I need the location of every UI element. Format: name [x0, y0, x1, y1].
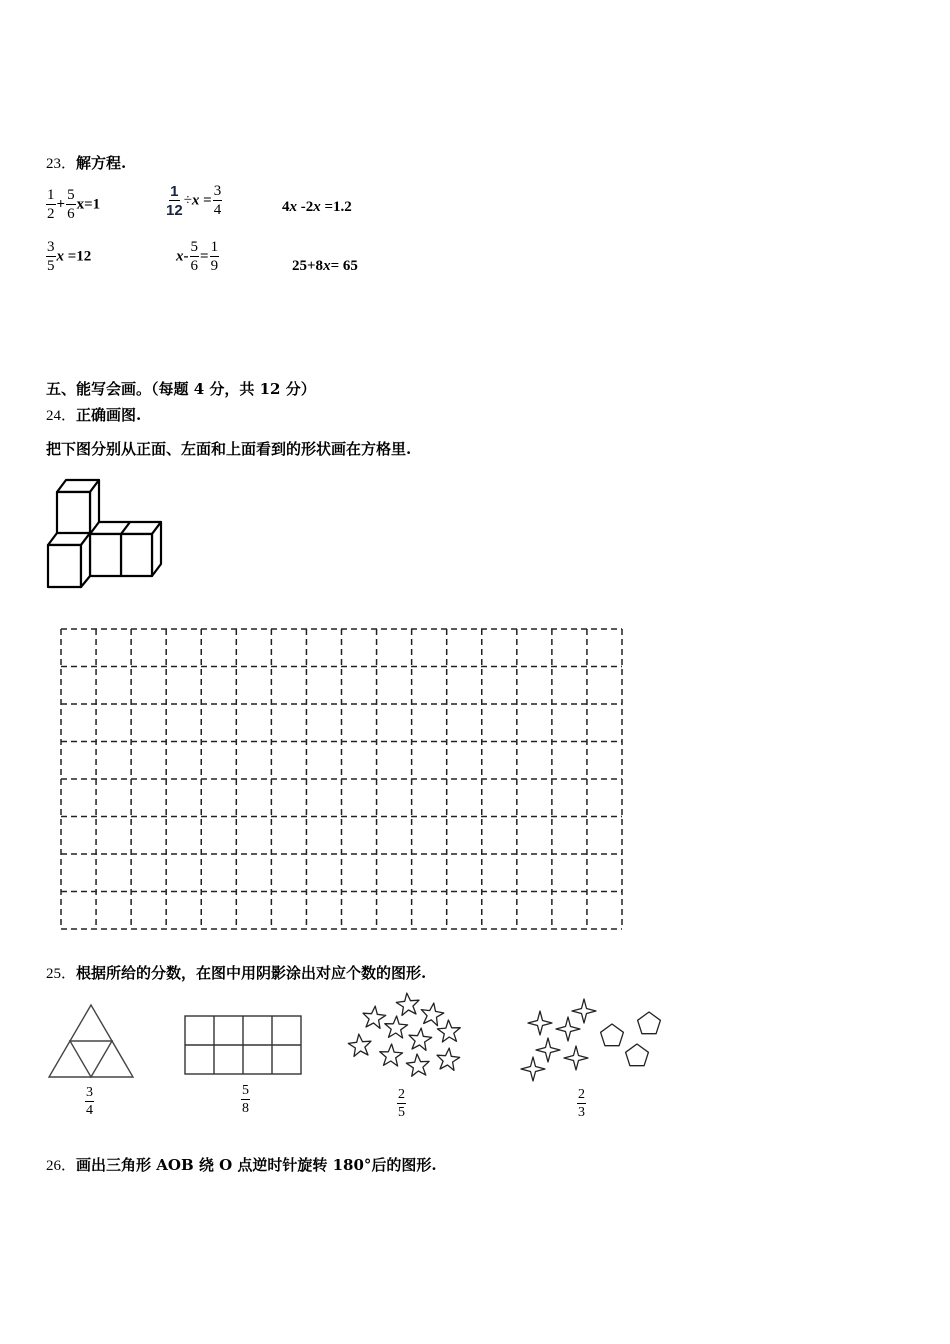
eq1-plus: +: [56, 196, 66, 213]
eq3-var-2: x: [313, 199, 321, 215]
pentagon-shape: [626, 1044, 649, 1066]
q26-title: 画出三角形 AOB 绕 O 点逆时针旋转 180°后的图形.: [76, 1156, 437, 1174]
star-shape: [396, 993, 419, 1015]
cube-stack-figure: [46, 478, 166, 590]
equation-4: [45, 240, 91, 274]
pentagon-shape: [601, 1024, 624, 1046]
eq4-var: x: [56, 248, 64, 265]
sparkle-shape: [572, 999, 596, 1023]
star-shape: [380, 1044, 403, 1066]
eq2-fraction-2: $\frac{3}{4}$: [213, 183, 222, 218]
q25-title: 根据所给的分数，在图中用阴影涂出对应个数的图形.: [76, 964, 427, 982]
q25-heading: [46, 962, 426, 983]
star-shape: [363, 1006, 386, 1028]
sparkle-shape: [556, 1017, 580, 1041]
star-shape: [348, 1034, 371, 1056]
section-5-title: 五、能写会画。（每题 4 分，共 12 分）: [46, 380, 316, 398]
sparkles-pentagons-figure: [518, 996, 664, 1080]
sparkle-shape: [528, 1011, 552, 1035]
star-shape: [437, 1048, 460, 1070]
q24-number: 24．: [46, 408, 77, 424]
q24-instruction: 把下图分别从正面、左面和上面看到的形状画在方格里.: [46, 440, 412, 458]
equation-1: [45, 188, 100, 222]
sparkle-shape: [564, 1046, 588, 1070]
answer-grid: [60, 628, 624, 930]
eq2-fraction-1: $\frac{1}{12}$: [166, 183, 183, 219]
eq5-fraction-2: $\frac{1}{9}$: [210, 239, 219, 274]
eq1-fraction-1: $\frac{1}{2}$: [47, 187, 55, 222]
q23-number: 23．: [46, 156, 77, 172]
equation-3: [282, 199, 352, 216]
eq5-minus: -: [183, 248, 189, 265]
eq6-part-a: 25+8: [292, 258, 324, 274]
star-shape: [385, 1016, 408, 1038]
eq3-part-b: -2: [297, 199, 314, 215]
eq1-rest: x=1: [76, 196, 101, 213]
eq5-fraction-1: $\frac{5}{6}$: [190, 239, 198, 274]
eq2-eqsign: =: [199, 192, 212, 209]
q23-heading: [46, 152, 126, 173]
star-shape: [421, 1003, 444, 1026]
eq6-var: x: [323, 258, 331, 274]
fraction-label-3: $\frac{2}{5}$: [398, 1087, 405, 1120]
eq3-part-c: =1.2: [320, 199, 352, 215]
star-shape: [406, 1054, 429, 1076]
stars-figure: [346, 992, 466, 1082]
eq6-part-b: = 65: [330, 258, 358, 274]
sparkle-shape: [521, 1057, 545, 1081]
eq2-var: x: [191, 192, 200, 209]
q23-title: 解方程.: [76, 154, 127, 172]
eq1-fraction-2: $\frac{5}{6}$: [67, 187, 75, 222]
pentagon-shape: [638, 1012, 661, 1034]
equation-2: [165, 184, 223, 218]
equation-6: [292, 258, 358, 275]
q24-title: 正确画图.: [76, 406, 142, 424]
eq2-divide: ÷: [183, 192, 192, 209]
q24-heading: [46, 404, 141, 425]
star-shape: [437, 1020, 460, 1042]
eq3-var-1: x: [289, 199, 297, 215]
q26-number: 26．: [46, 1158, 77, 1174]
triangle-figure: [47, 1003, 137, 1079]
eq4-rest: =12: [64, 248, 92, 265]
eq3-part-a: 4: [282, 199, 290, 215]
fraction-label-2: $\frac{5}{8}$: [242, 1083, 249, 1116]
eq5-eqsign: =: [200, 248, 209, 265]
star-shape: [409, 1028, 432, 1050]
q26-heading: [46, 1154, 437, 1175]
rectangle-grid-figure: [183, 1014, 303, 1076]
eq5-var: x: [176, 248, 184, 265]
fraction-label-4: $\frac{2}{3}$: [578, 1087, 585, 1120]
sparkle-shape: [536, 1038, 560, 1062]
q25-number: 25．: [46, 966, 77, 982]
fraction-label-1: $\frac{3}{4}$: [86, 1085, 93, 1118]
equation-5: [176, 240, 220, 274]
eq4-fraction: $\frac{3}{5}$: [47, 239, 55, 274]
